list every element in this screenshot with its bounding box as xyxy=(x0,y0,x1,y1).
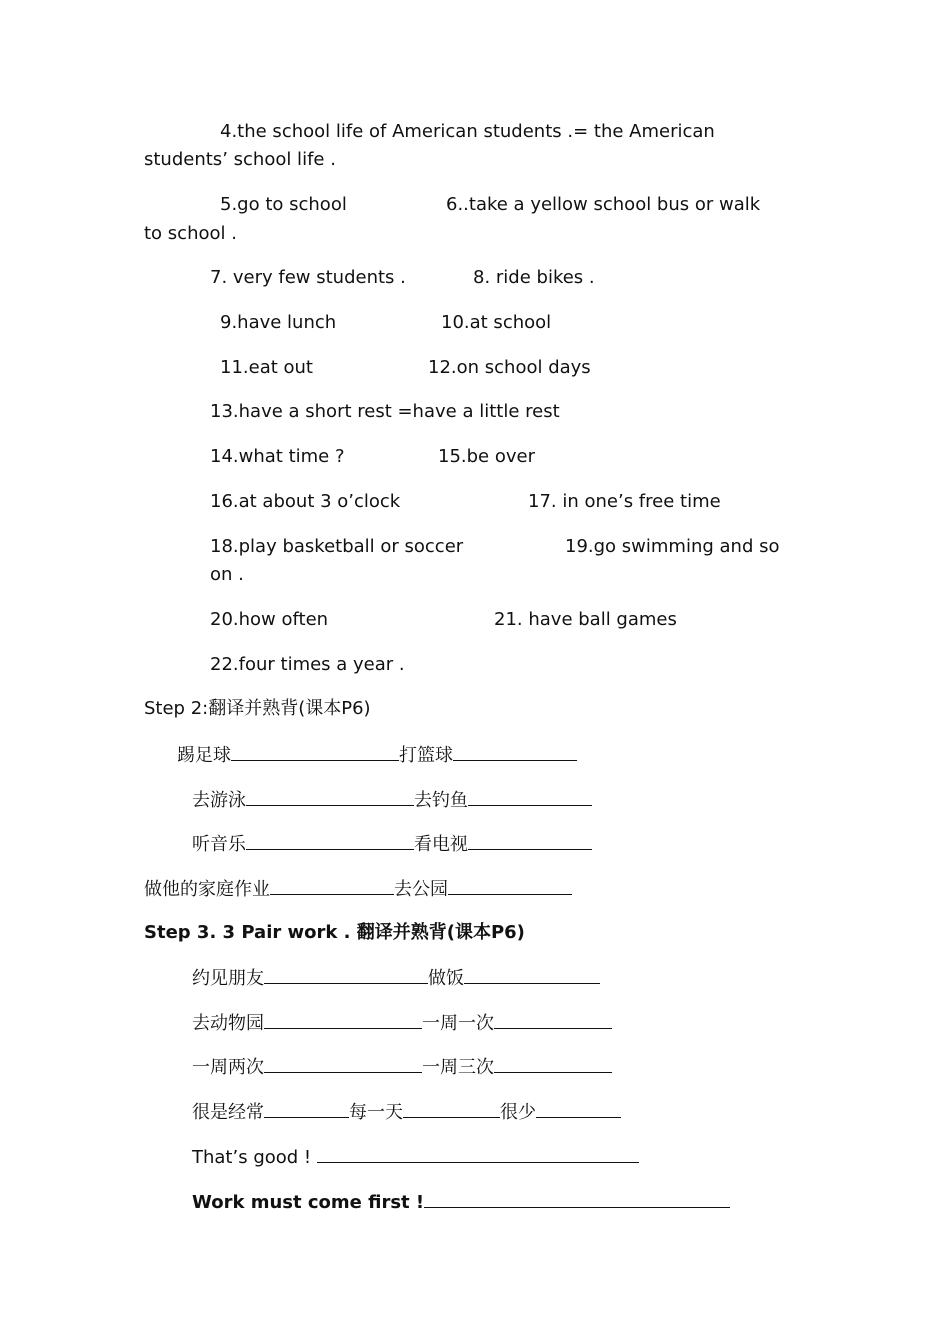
answer-blank[interactable] xyxy=(264,1008,422,1029)
answer-blank[interactable] xyxy=(231,740,399,761)
step2-heading: Step 2:翻译并熟背(课本P6) xyxy=(144,698,371,719)
answer-blank[interactable] xyxy=(403,1097,500,1118)
term-label: 很少 xyxy=(500,1102,536,1123)
term-label: 看电视 xyxy=(414,834,468,855)
phrase-14: 14.what time ? xyxy=(210,446,345,467)
answer-blank[interactable] xyxy=(494,1008,612,1029)
term-label: 很是经常 xyxy=(192,1102,264,1123)
phrase-6-line1: 6..take a yellow school bus or walk xyxy=(446,194,761,215)
phrase-10: 10.at school xyxy=(441,312,552,333)
answer-blank[interactable] xyxy=(264,1052,422,1073)
term-label: 做饭 xyxy=(428,968,464,989)
step2-row-3 xyxy=(192,829,592,859)
answer-blank[interactable] xyxy=(317,1142,639,1163)
step2-row-2 xyxy=(192,785,592,815)
term-label: 去公园 xyxy=(394,879,448,900)
step2-row-1 xyxy=(177,740,577,770)
answer-blank[interactable] xyxy=(494,1052,612,1073)
answer-blank[interactable] xyxy=(246,829,414,850)
term-label: 去动物园 xyxy=(192,1013,264,1034)
answer-blank[interactable] xyxy=(448,874,572,895)
term-label: 做他的家庭作业 xyxy=(144,879,270,900)
phrase-7: 7. very few students . xyxy=(210,267,406,288)
answer-blank[interactable] xyxy=(468,785,592,806)
answer-blank[interactable] xyxy=(464,963,600,984)
phrase-19-line2: on . xyxy=(210,564,244,585)
term-label: That’s good ! xyxy=(192,1147,317,1168)
term-label: 约见朋友 xyxy=(192,968,264,989)
phrase-16: 16.at about 3 o’clock xyxy=(210,491,401,512)
phrase-8: 8. ride bikes . xyxy=(473,267,595,288)
phrase-9: 9.have lunch xyxy=(220,312,337,333)
step3-row-5 xyxy=(192,1142,639,1172)
term-label: 一周一次 xyxy=(422,1013,494,1034)
step3-row-6 xyxy=(192,1187,730,1217)
answer-blank[interactable] xyxy=(536,1097,621,1118)
phrase-12: 12.on school days xyxy=(428,357,591,378)
answer-blank[interactable] xyxy=(468,829,592,850)
answer-blank[interactable] xyxy=(246,785,414,806)
term-label: 去钓鱼 xyxy=(414,790,468,811)
term-label: Work must come first ! xyxy=(192,1192,425,1213)
phrase-17: 17. in one’s free time xyxy=(528,491,721,512)
step3-row-4 xyxy=(192,1097,621,1127)
phrase-4-line2: students’ school life . xyxy=(144,149,336,170)
step3-row-3 xyxy=(192,1052,612,1082)
answer-blank[interactable] xyxy=(264,963,428,984)
phrase-5: 5.go to school xyxy=(220,194,347,215)
phrase-4-line1: 4.the school life of American students .= the American xyxy=(220,121,715,142)
phrase-13: 13.have a short rest =have a little rest xyxy=(210,401,560,422)
step3-heading: Step 3. 3 Pair work . 翻译并熟背(课本P6) xyxy=(144,922,525,943)
phrase-20: 20.how often xyxy=(210,609,329,630)
term-label: 听音乐 xyxy=(192,834,246,855)
phrase-11: 11.eat out xyxy=(220,357,313,378)
phrase-18: 18.play basketball or soccer xyxy=(210,536,464,557)
answer-blank[interactable] xyxy=(424,1187,730,1208)
term-label: 踢足球 xyxy=(177,745,231,766)
phrase-21: 21. have ball games xyxy=(494,609,677,630)
term-label: 每一天 xyxy=(349,1102,403,1123)
phrase-15: 15.be over xyxy=(438,446,535,467)
term-label: 一周三次 xyxy=(422,1057,494,1078)
answer-blank[interactable] xyxy=(264,1097,349,1118)
term-label: 去游泳 xyxy=(192,790,246,811)
step2-row-4 xyxy=(144,874,572,904)
phrase-22: 22.four times a year . xyxy=(210,654,405,675)
term-label: 一周两次 xyxy=(192,1057,264,1078)
step3-row-1 xyxy=(192,963,600,993)
step3-row-2 xyxy=(192,1008,612,1038)
answer-blank[interactable] xyxy=(270,874,394,895)
phrase-19-line1: 19.go swimming and so xyxy=(565,536,780,557)
phrase-6-line2: to school . xyxy=(144,223,237,244)
answer-blank[interactable] xyxy=(453,740,577,761)
term-label: 打篮球 xyxy=(399,745,453,766)
